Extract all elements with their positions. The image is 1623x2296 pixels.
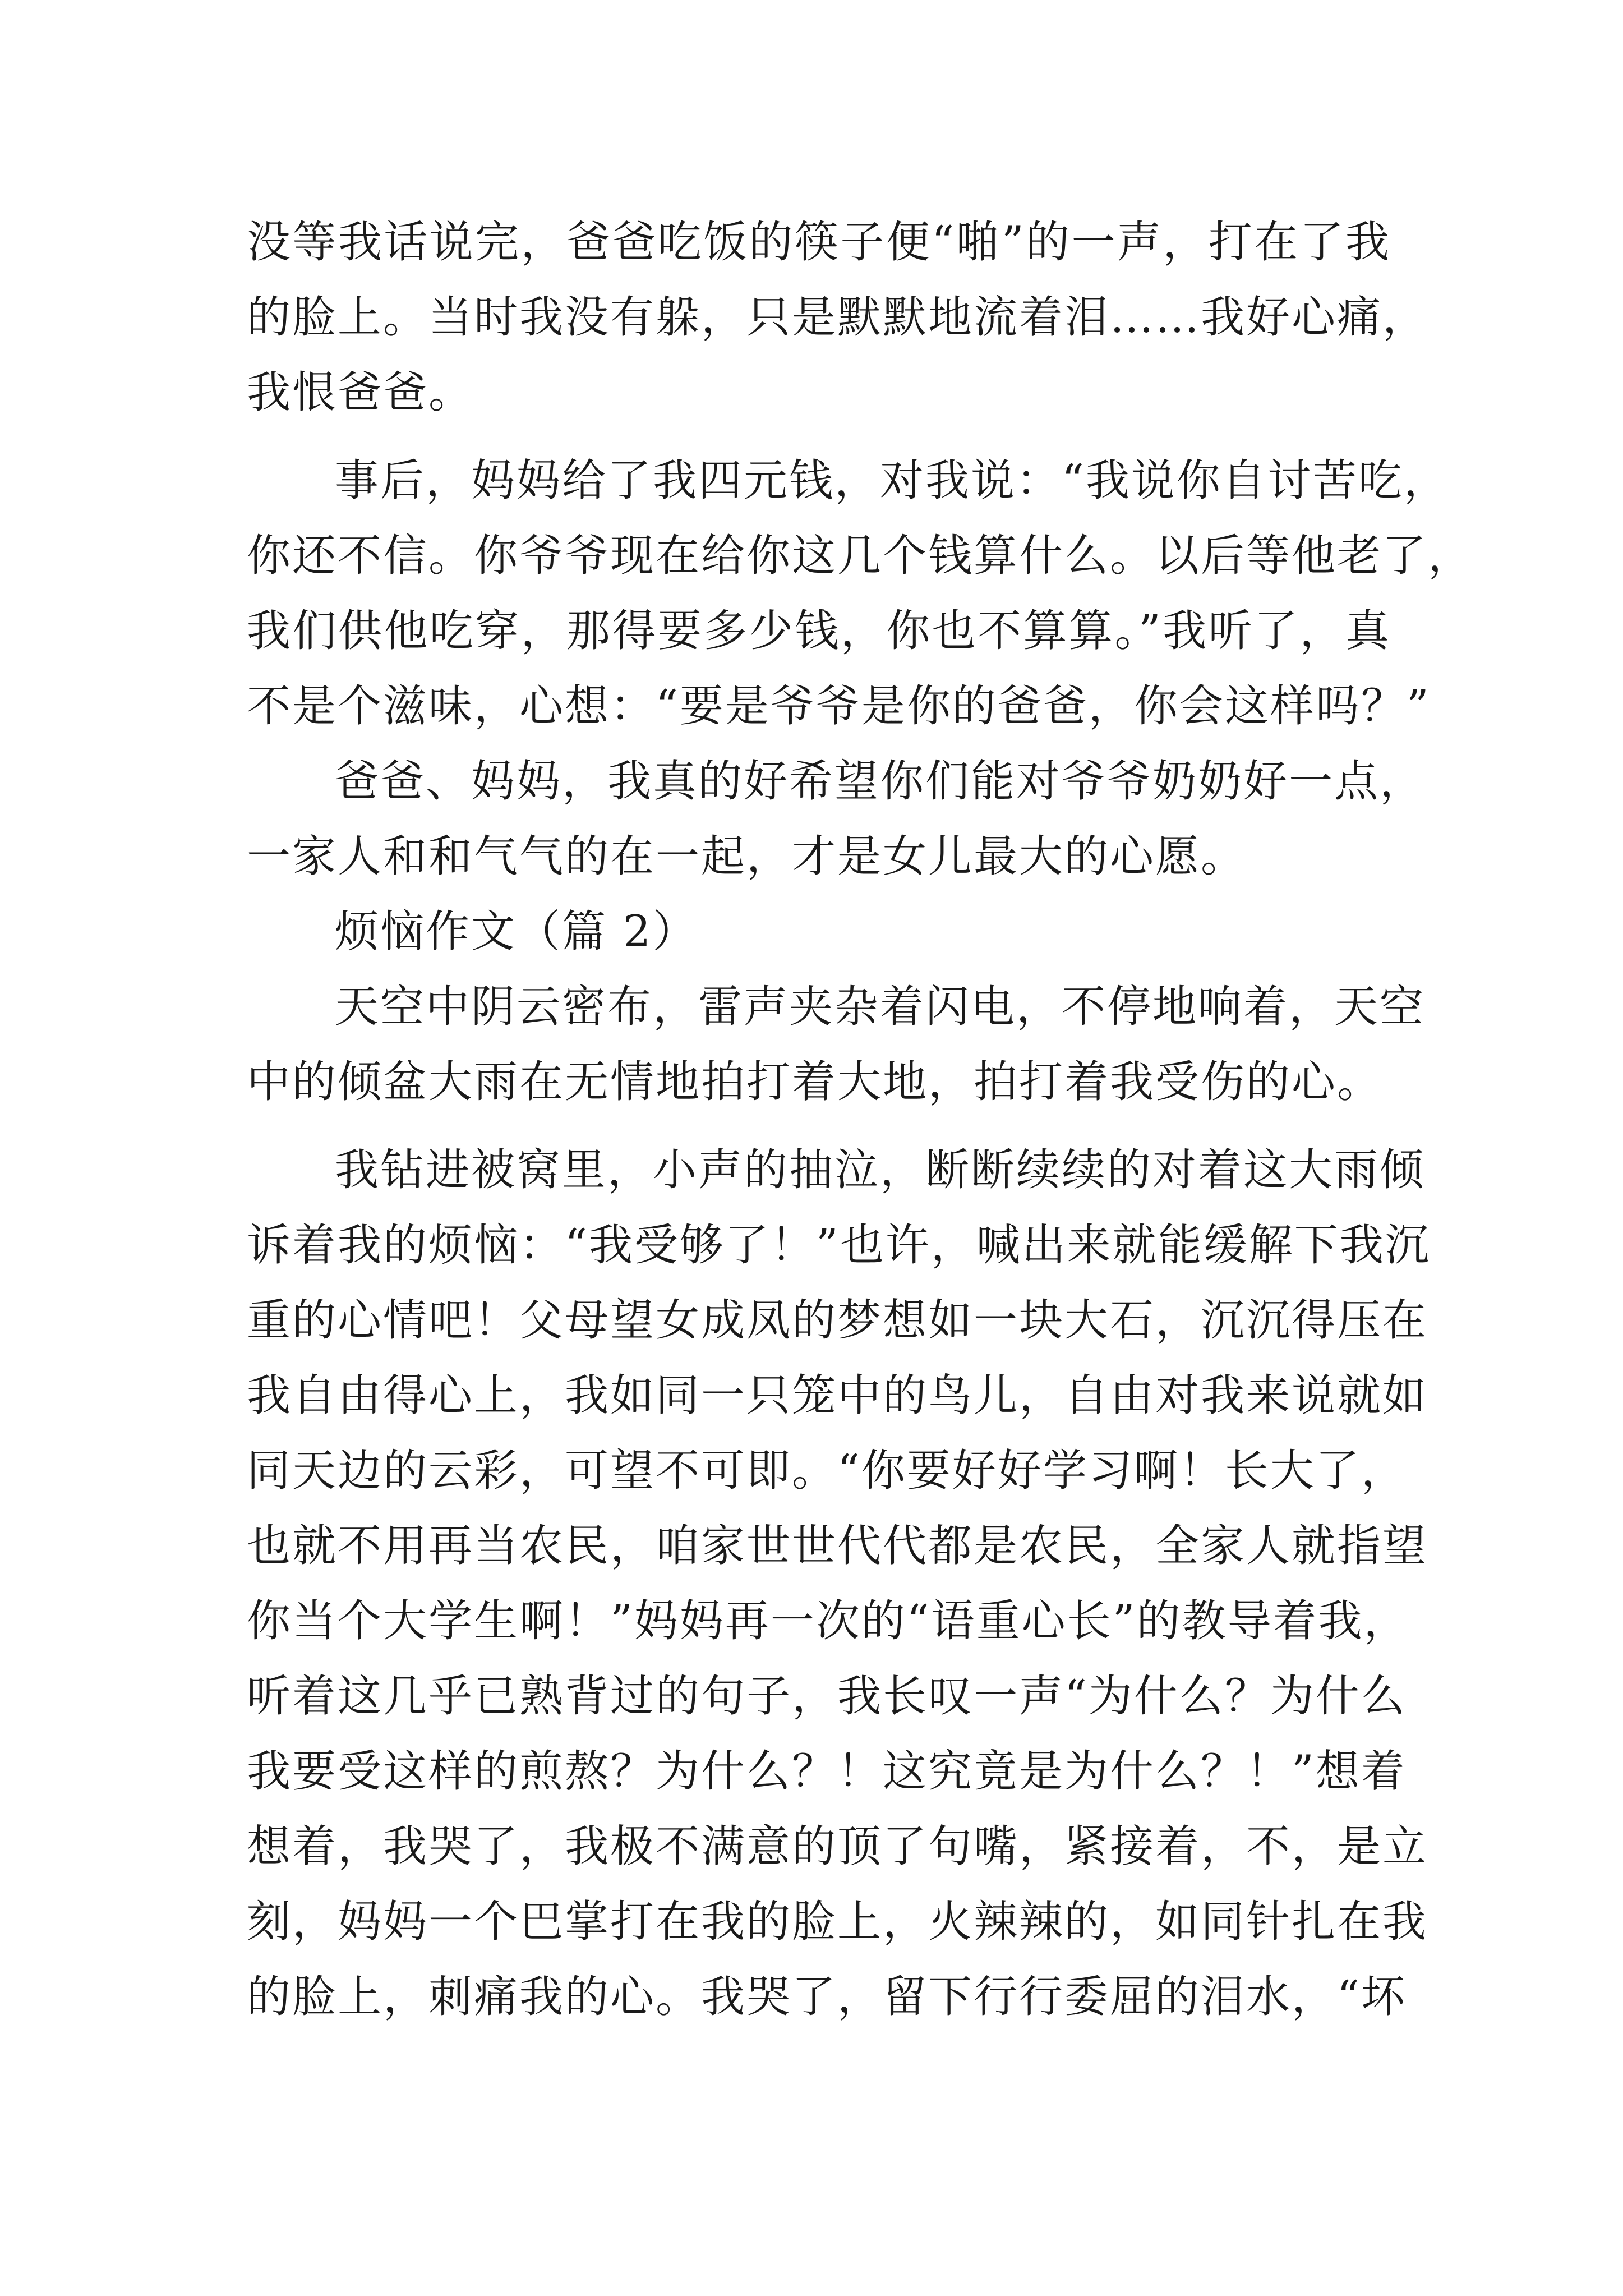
text-line: 天空中阴云密布，雷声夹杂着闪电，不停地响着，天空: [335, 982, 1426, 1032]
text-line: 的脸上。当时我没有躲，只是默默地流着泪……我好心痛，: [247, 292, 1428, 343]
text-line: 听着这几乎已熟背过的句子，我长叹一声“为什么？为什么: [247, 1671, 1407, 1722]
text-line: 同天边的云彩，可望不可即。“你要好好学习啊！长大了，: [247, 1446, 1407, 1496]
text-line: 我要受这样的煎熬？为什么？！这究竟是为什么？！”想着: [247, 1746, 1407, 1797]
text-line: 我们供他吃穿，那得要多少钱，你也不算算。”我听了，真: [247, 606, 1391, 656]
text-line: 你还不信。你爷爷现在给你这几个钱算什么。以后等他老了，: [247, 531, 1474, 581]
text-line: 不是个滋味，心想：“要是爷爷是你的爸爸，你会这样吗？”: [247, 681, 1431, 731]
text-line: 我恨爸爸。: [247, 367, 474, 418]
text-line: 爸爸、妈妈，我真的好希望你们能对爷爷奶奶好一点，: [335, 756, 1426, 807]
text-line: 也就不用再当农民，咱家世世代代都是农民，全家人就指望: [247, 1521, 1428, 1571]
section-heading: 烦恼作文（篇 2）: [335, 907, 698, 957]
text-line: 事后，妈妈给了我四元钱，对我说：“我说你自讨苦吃，: [335, 455, 1449, 506]
text-line: 刻，妈妈一个巴掌打在我的脸上，火辣辣的，如同针扎在我: [247, 1897, 1428, 1947]
text-line: 诉着我的烦恼：“我受够了！”也许，喊出来就能缓解下我沉: [247, 1220, 1431, 1271]
text-line: 没等我话说完，爸爸吃饭的筷子便“啪”的一声，打在了我: [247, 217, 1391, 268]
text-line: 中的倾盆大雨在无情地拍打着大地，拍打着我受伤的心。: [247, 1057, 1383, 1107]
text-line: 重的心情吧！父母望女成凤的梦想如一块大石，沉沉得压在: [247, 1295, 1428, 1346]
text-line: 一家人和和气气的在一起，才是女儿最大的心愿。: [247, 831, 1247, 882]
text-line: 的脸上，刺痛我的心。我哭了，留下行行委屈的泪水，“坏: [247, 1972, 1407, 2022]
text-line: 我自由得心上，我如同一只笼中的鸟儿，自由对我来说就如: [247, 1370, 1428, 1421]
text-line: 我钻进被窝里，小声的抽泣，断断续续的对着这大雨倾: [335, 1145, 1426, 1195]
text-line: 想着，我哭了，我极不满意的顶了句嘴，紧接着，不，是立: [247, 1821, 1428, 1872]
text-line: 你当个大学生啊！”妈妈再一次的“语重心长”的教导着我，: [247, 1596, 1409, 1646]
